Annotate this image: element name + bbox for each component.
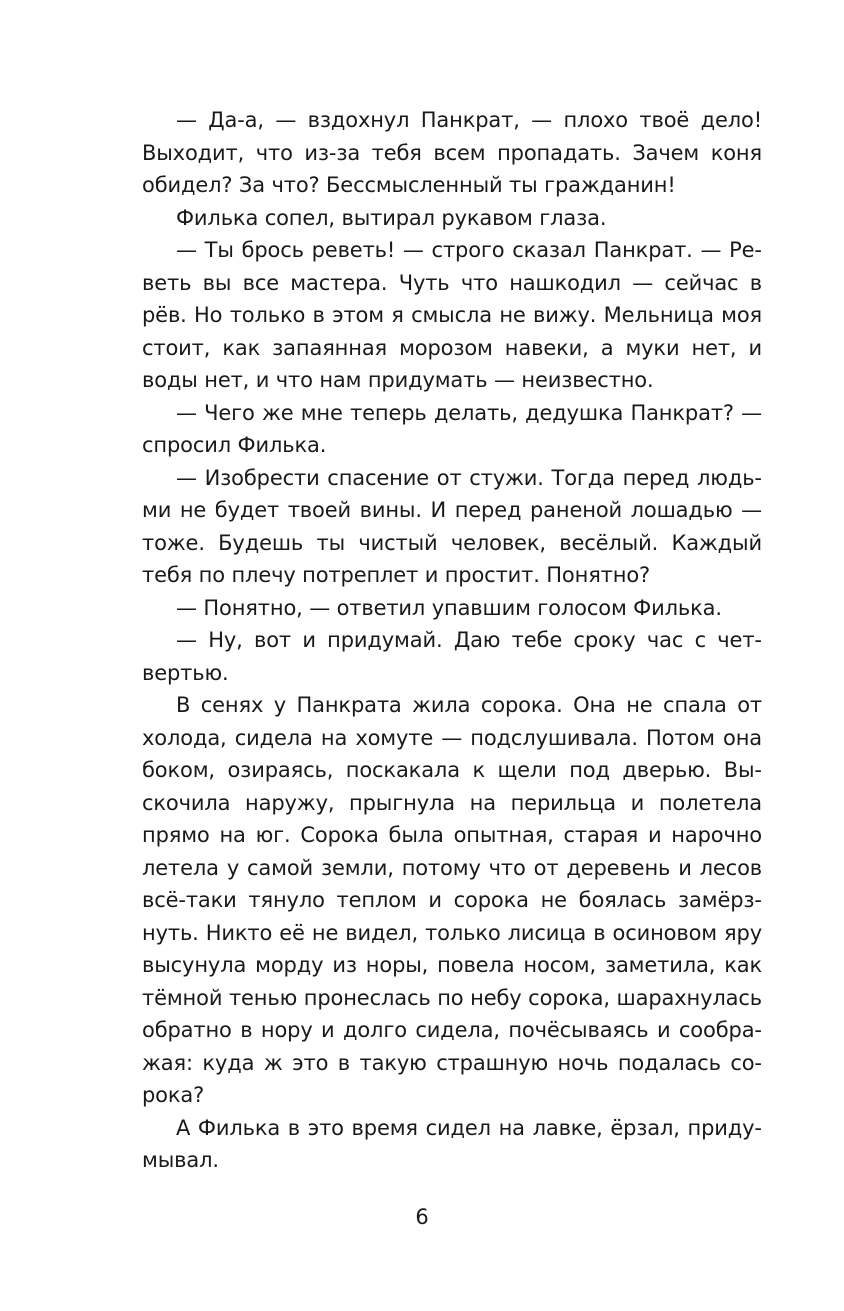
paragraph: — Ты брось реветь! — строго сказал Панкрат. — Реветь вы все мастера. Чуть что нашкодил — сейчас в рёв. Но только в этом я смысла не вижу. Мельница моя стоит, как запаянная морозом навеки, а муки нет, и воды нет, и что нам придумать — неизвестно. — [142, 238, 762, 392]
paragraph: — Изобрести спасение от стужи. Тогда перед людьми не будет твоей вины. И перед раненой лошадью — тоже. Будешь ты чистый человек, весёлый. Каждый тебя по плечу потреплет и простит. Понятно? — [142, 465, 762, 587]
paragraph: В сенях у Панкрата жила сорока. Она не спала от холода, сидела на хомуте — подслушивала. Потом она боком, озираясь, поскакала к щели под дверью. Выскочила наружу, прыгнула на перильца и полетела прямо на юг. Сорока была опытная, старая и нарочно летела у самой земли, потому что от деревень и лесов всё-таки тянуло теплом и сорока не боялась замёрзнуть. Никто её не видел, только лисица в осиновом яру высунула морду из норы, повела носом, заметила, как тёмной тенью пронеслась по небу сорока, шарахнулась обратно в нору и долго сидела, почёсываясь и соображая: куда ж это в такую страшную ночь подалась сорока? — [142, 693, 762, 1107]
paragraph: — Да-а, — вздохнул Панкрат, — плохо твоё дело! Выходит, что из-за тебя всем пропадать. Зачем коня обидел? За что? Бессмысленный ты гражданин! — [142, 108, 762, 197]
paragraph: А Филька в это время сидел на лавке, ёрзал, придумывал. — [142, 1115, 762, 1172]
paragraph: Филька сопел, вытирал рукавом глаза. — [176, 205, 607, 230]
page-number: 6 — [415, 1205, 429, 1229]
paragraph: — Чего же мне теперь делать, дедушка Панкрат? — спросил Филька. — [142, 400, 762, 457]
paragraph: — Ну, вот и придумай. Даю тебе сроку час с четвертью. — [142, 628, 762, 685]
body-text — [142, 104, 762, 1177]
paragraph: — Понятно, — ответил упавшим голосом Филька. — [176, 595, 722, 620]
